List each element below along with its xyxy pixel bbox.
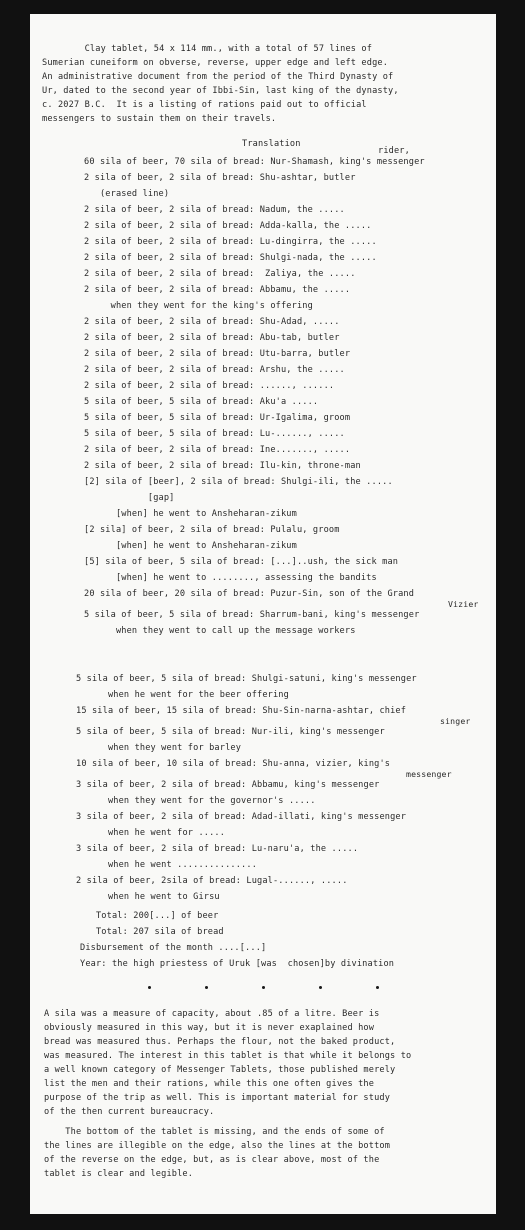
purpose-note: when he went for the beer offering bbox=[76, 690, 289, 700]
section-divider-dots bbox=[30, 986, 496, 992]
note-line: was measured. The interest in this tablet is that while it belongs to bbox=[44, 1051, 412, 1061]
ration-entry: 2 sila of beer, 2 sila of bread: Nadum, the ..... bbox=[84, 205, 345, 215]
note-line: tablet is clear and legible. bbox=[44, 1169, 194, 1179]
total-line: Total: 200[...] of beer bbox=[80, 911, 219, 921]
purpose-note: [when] he went to Ansheharan-zikum bbox=[84, 541, 297, 551]
ration-entry: 15 sila of beer, 15 sila of bread: Shu-Sin-narna-ashtar, chief bbox=[76, 706, 407, 716]
purpose-note: [when] he went to Ansheharan-zikum bbox=[84, 509, 297, 519]
intro-line: Ur, dated to the second year of Ibbi-Sin, last king of the dynasty, bbox=[42, 86, 399, 96]
purpose-note: when he went for ..... bbox=[76, 828, 226, 838]
purpose-note: when they went for barley bbox=[76, 743, 242, 753]
ration-entry: 5 sila of beer, 5 sila of bread: Shulgi-satuni, king's messenger bbox=[76, 674, 417, 684]
year-formula-line: Year: the high priestess of Uruk [was chosen]by divination bbox=[80, 959, 395, 969]
ration-entry: 2 sila of beer, 2 sila of bread: Lu-dingirra, the ..... bbox=[84, 237, 377, 247]
ration-entry: 2 sila of beer, 2 sila of bread: Shulgi-nada, the ..... bbox=[84, 253, 377, 263]
purpose-note: when they went for the king's offering bbox=[84, 301, 313, 311]
ration-entry: 5 sila of beer, 5 sila of bread: Lu-......, ..... bbox=[84, 429, 345, 439]
wrapped-word: Vizier bbox=[448, 599, 479, 609]
ration-entry: 2 sila of beer, 2 sila of bread: Zaliya, the ..... bbox=[84, 269, 356, 279]
ration-entry: [5] sila of beer, 5 sila of bread: [...]..ush, the sick man bbox=[84, 557, 399, 567]
note-line: bread was measured thus. Perhaps the flour, not the baked product, bbox=[44, 1037, 396, 1047]
purpose-note: when he went to Girsu bbox=[76, 892, 220, 902]
divider-dot bbox=[376, 986, 379, 989]
wrapped-word: messenger bbox=[406, 769, 452, 779]
note-line: the lines are illegible on the edge, also the lines at the bottom bbox=[44, 1141, 391, 1151]
ration-entry: 10 sila of beer, 10 sila of bread: Shu-anna, vizier, king's bbox=[76, 759, 391, 769]
intro-line: messengers to sustain them on their travels. bbox=[42, 114, 277, 124]
rider-insertion: rider, bbox=[378, 146, 410, 156]
ration-entry: 2 sila of beer, 2 sila of bread: Adda-kalla, the ..... bbox=[84, 221, 372, 231]
ration-entry: 5 sila of beer, 5 sila of bread: Nur-ili, king's messenger bbox=[76, 727, 385, 737]
purpose-note: when they went to call up the message workers bbox=[84, 626, 356, 636]
note-line: of the then current bureaucracy. bbox=[44, 1107, 215, 1117]
intro-line: Sumerian cuneiform on obverse, reverse, upper edge and left edge. bbox=[42, 58, 389, 68]
intro-line: An administrative document from the period of the Third Dynasty of bbox=[42, 72, 394, 82]
divider-dot bbox=[319, 986, 322, 989]
ration-entry: 2 sila of beer, 2 sila of bread: Shu-Adad, ..... bbox=[84, 317, 340, 327]
ration-entry: 5 sila of beer, 5 sila of bread: Sharrum-bani, king's messenger bbox=[84, 610, 420, 620]
note-line: The bottom of the tablet is missing, and the ends of some of bbox=[44, 1127, 385, 1137]
note-line: of the reverse on the edge, but, as is clear above, most of the bbox=[44, 1155, 380, 1165]
ration-entry: [2] sila of [beer], 2 sila of bread: Shulgi-ili, the ..... bbox=[84, 477, 393, 487]
intro-line: Clay tablet, 54 x 114 mm., with a total of 57 lines of bbox=[42, 44, 373, 54]
note-line: A sila was a measure of capacity, about .85 of a litre. Beer is bbox=[44, 1009, 380, 1019]
ration-entry: 3 sila of beer, 2 sila of bread: Abbamu, king's messenger bbox=[76, 780, 380, 790]
note-line: a well known category of Messenger Tablets, those published merely bbox=[44, 1065, 396, 1075]
ration-entry: 2 sila of beer, 2 sila of bread: Abbamu, the ..... bbox=[84, 285, 351, 295]
ration-entry: 60 sila of beer, 70 sila of bread: Nur-Shamash, king's messenger bbox=[84, 157, 425, 167]
gap-note: [gap] bbox=[84, 493, 175, 503]
purpose-note: when he went ............... bbox=[76, 860, 258, 870]
erasure-note: (erased line) bbox=[84, 189, 170, 199]
divider-dot bbox=[205, 986, 208, 989]
divider-dot bbox=[148, 986, 151, 989]
ration-entry: [2 sila] of beer, 2 sila of bread: Pulalu, groom bbox=[84, 525, 340, 535]
intro-line: c. 2027 B.C. It is a listing of rations paid out to official bbox=[42, 100, 367, 110]
translation-heading: Translation bbox=[242, 139, 301, 149]
ration-entry: 2 sila of beer, 2sila of bread: Lugal-......, ..... bbox=[76, 876, 348, 886]
ration-entry: 2 sila of beer, 2 sila of bread: Abu-tab, butler bbox=[84, 333, 340, 343]
purpose-note: [when] he went to ........, assessing the bandits bbox=[84, 573, 377, 583]
ration-entry: 3 sila of beer, 2 sila of bread: Lu-naru'a, the ..... bbox=[76, 844, 359, 854]
divider-dot bbox=[262, 986, 265, 989]
disbursement-line: Disbursement of the month ....[...] bbox=[80, 943, 267, 953]
purpose-note: when they went for the governor's ..... bbox=[76, 796, 316, 806]
wrapped-word: singer bbox=[440, 716, 471, 726]
ration-entry: 5 sila of beer, 5 sila of bread: Ur-Igalima, groom bbox=[84, 413, 351, 423]
ration-entry: 2 sila of beer, 2 sila of bread: Shu-ashtar, butler bbox=[84, 173, 356, 183]
ration-entry: 2 sila of beer, 2 sila of bread: Utu-barra, butler bbox=[84, 349, 351, 359]
ration-entry: 2 sila of beer, 2 sila of bread: Arshu, the ..... bbox=[84, 365, 345, 375]
note-line: purpose of the trip as well. This is important material for study bbox=[44, 1093, 391, 1103]
ration-entry: 2 sila of beer, 2 sila of bread: Ine......., ..... bbox=[84, 445, 351, 455]
ration-entry: 5 sila of beer, 5 sila of bread: Aku'a ..... bbox=[84, 397, 319, 407]
total-line: Total: 207 sila of bread bbox=[80, 927, 224, 937]
ration-entry: 2 sila of beer, 2 sila of bread: Ilu-kin, throne-man bbox=[84, 461, 361, 471]
note-line: obviously measured in this way, but it is never exaplained how bbox=[44, 1023, 375, 1033]
typewritten-page bbox=[30, 14, 496, 1214]
ration-entry: 3 sila of beer, 2 sila of bread: Adad-illati, king's messenger bbox=[76, 812, 407, 822]
ration-entry: 2 sila of beer, 2 sila of bread: ......, ...... bbox=[84, 381, 335, 391]
note-line: list the men and their rations, while this one often gives the bbox=[44, 1079, 375, 1089]
ration-entry: 20 sila of beer, 20 sila of bread: Puzur-Sin, son of the Grand bbox=[84, 589, 415, 599]
